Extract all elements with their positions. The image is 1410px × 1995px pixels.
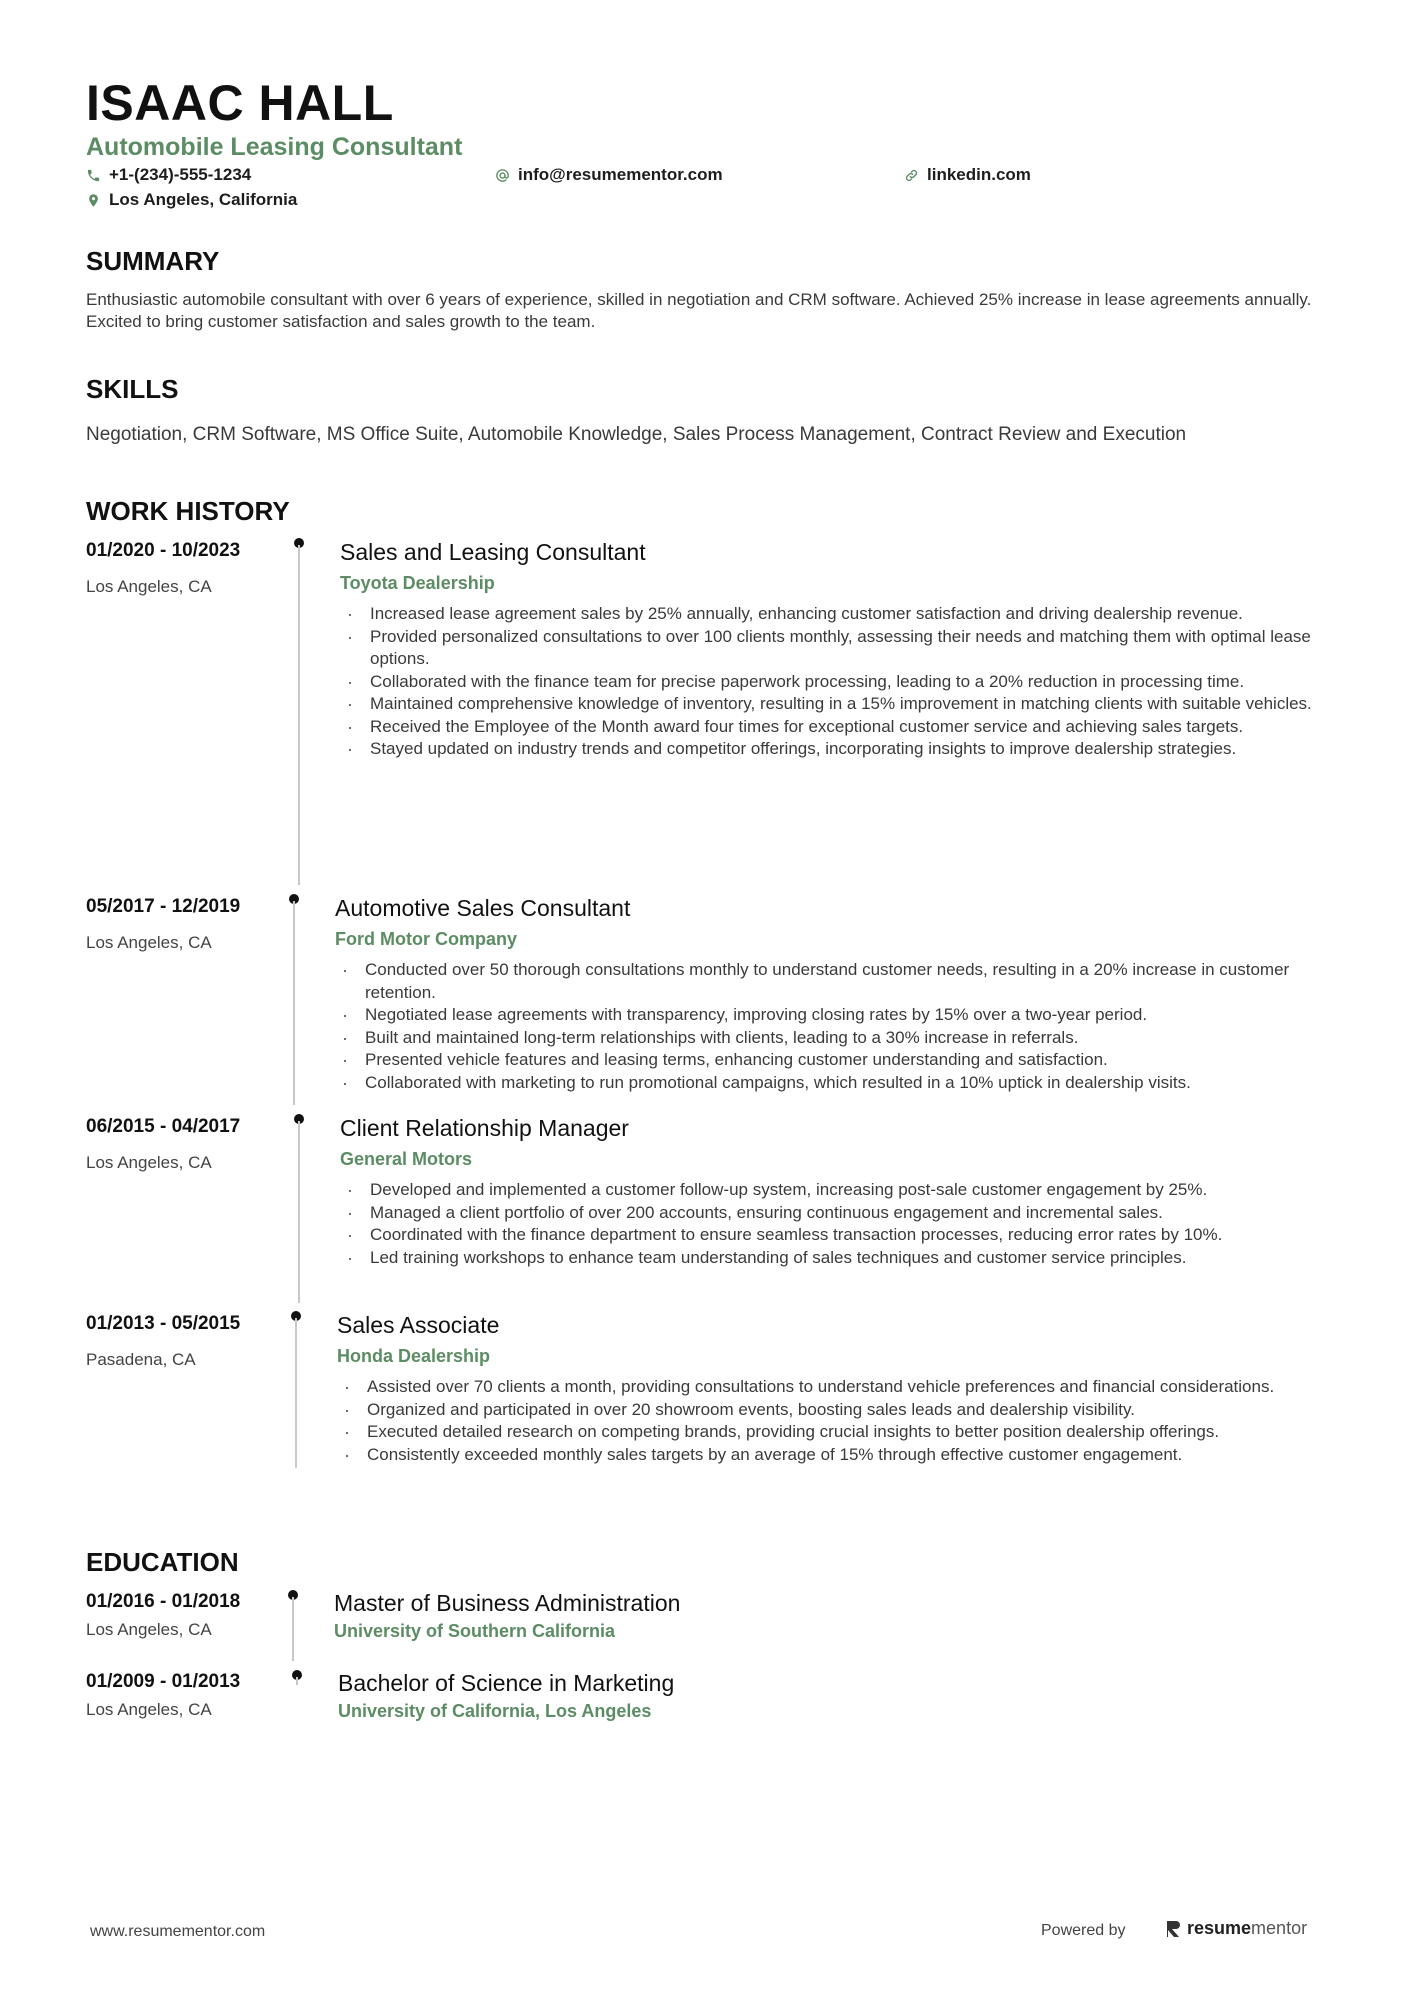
job-dates: 01/2013 - 05/2015 (86, 1313, 241, 1334)
job-company: Toyota Dealership (340, 573, 495, 593)
job-bullet: · Presented vehicle features and leasing terms, enhancing customer understanding and satisfaction. (336, 1049, 1346, 1072)
job-bullets (336, 959, 1346, 1094)
education-school: University of California, Los Angeles (338, 1701, 652, 1721)
job-bullet: · Provided personalized consultations to over 100 clients monthly, assessing their needs and matching them with optimal lease options. (341, 626, 1341, 671)
work-history-heading: WORK HISTORY (86, 496, 290, 526)
education-location: Los Angeles, CA (86, 1620, 212, 1639)
job-title: Sales Associate (337, 1312, 500, 1338)
job-bullet: · Received the Employee of the Month award four times for exceptional customer service and achieving sales targets. (341, 716, 1341, 739)
job-bullet: · Assisted over 70 clients a month, providing consultations to understand vehicle preferences and financial considerations. (338, 1376, 1338, 1399)
job-location: Pasadena, CA (86, 1350, 196, 1369)
job-location: Los Angeles, CA (86, 1153, 212, 1172)
job-title: Automotive Sales Consultant (335, 895, 631, 921)
job-title: Client Relationship Manager (340, 1115, 629, 1141)
job-bullet: · Executed detailed research on competing brands, providing crucial insights to better position dealership offerings. (338, 1421, 1338, 1444)
job-location: Los Angeles, CA (86, 933, 212, 952)
timeline-line (298, 545, 300, 885)
contact-linkedin (904, 165, 1031, 185)
job-company: Honda Dealership (337, 1346, 491, 1366)
education-degree: Bachelor of Science in Marketing (338, 1670, 675, 1696)
job-bullets (338, 1376, 1338, 1466)
job-company: Ford Motor Company (335, 929, 517, 949)
timeline-line (296, 1677, 298, 1685)
job-bullet: · Conducted over 50 thorough consultations monthly to understand customer needs, resulting in a 20% increase in customer retention. (336, 959, 1346, 1004)
job-bullet: · Collaborated with marketing to run promotional campaigns, which resulted in a 10% uptick in dealership visits. (336, 1072, 1346, 1095)
skills-heading: SKILLS (86, 374, 179, 404)
job-bullet: · Negotiated lease agreements with transparency, improving closing rates by 15% over a two-year period. (336, 1004, 1346, 1027)
education-degree: Master of Business Administration (334, 1590, 681, 1616)
location-text: Los Angeles, California (109, 190, 298, 209)
job-bullet: · Increased lease agreement sales by 25% annually, enhancing customer satisfaction and driving dealership revenue. (341, 603, 1341, 626)
footer-website[interactable]: www.resumementor.com (90, 1923, 266, 1940)
at-icon (495, 168, 510, 183)
phone-text: +1-(234)-555-1234 (109, 165, 252, 184)
education-dates: 01/2009 - 01/2013 (86, 1671, 241, 1692)
summary-text: Enthusiastic automobile consultant with over 6 years of experience, skilled in negotiation and CRM software. Achieved 25% increase in lease agreements annually. Excited to bring customer satisfaction and sales growth to the team. (86, 290, 1312, 331)
job-dates: 01/2020 - 10/2023 (86, 540, 241, 561)
job-title: Sales and Leasing Consultant (340, 539, 646, 565)
job-bullet: · Built and maintained long-term relationships with clients, leading to a 30% increase in referrals. (336, 1027, 1346, 1050)
job-bullet: · Managed a client portfolio of over 200 accounts, ensuring continuous engagement and incremental sales. (341, 1202, 1341, 1225)
job-bullet: · Stayed updated on industry trends and competitor offerings, incorporating insights to improve dealership strategies. (341, 738, 1341, 761)
candidate-title: Automobile Leasing Consultant (86, 133, 463, 161)
job-bullet: · Developed and implemented a customer follow-up system, increasing post-sale customer engagement by 25%. (341, 1179, 1341, 1202)
job-company: General Motors (340, 1149, 473, 1169)
contact-location (86, 190, 297, 210)
brand-bold: resume (1187, 1918, 1252, 1938)
job-bullet: · Organized and participated in over 20 showroom events, boosting sales leads and dealership visibility. (338, 1399, 1338, 1422)
job-bullets (341, 1179, 1341, 1269)
job-location: Los Angeles, CA (86, 577, 212, 596)
skills-text: Negotiation, CRM Software, MS Office Suite, Automobile Knowledge, Sales Process Management, Contract Review and Execution (86, 424, 1187, 445)
summary-heading: SUMMARY (86, 246, 220, 276)
brand-light: mentor (1251, 1918, 1308, 1938)
linkedin-text: linkedin.com (927, 165, 1031, 184)
job-dates: 06/2015 - 04/2017 (86, 1116, 241, 1137)
education-school: University of Southern California (334, 1621, 616, 1641)
location-pin-icon (86, 193, 101, 208)
education-heading: EDUCATION (86, 1547, 239, 1577)
job-dates: 05/2017 - 12/2019 (86, 896, 241, 917)
job-bullet: · Led training workshops to enhance team understanding of sales techniques and customer service principles. (341, 1247, 1341, 1270)
footer-powered-by: Powered by (1041, 1922, 1126, 1939)
job-bullets (341, 603, 1341, 761)
resumementor-logo-icon (1165, 1919, 1181, 1939)
contact-email (495, 165, 723, 185)
timeline-line (295, 1318, 297, 1468)
timeline-line (298, 1121, 300, 1303)
job-bullet: · Consistently exceeded monthly sales targets by an average of 15% through effective customer engagement. (338, 1444, 1338, 1467)
education-dates: 01/2016 - 01/2018 (86, 1591, 241, 1612)
link-icon (904, 168, 919, 183)
email-text: info@resumementor.com (518, 165, 723, 184)
timeline-line (292, 1597, 294, 1661)
education-location: Los Angeles, CA (86, 1700, 212, 1719)
job-bullet: · Collaborated with the finance team for precise paperwork processing, leading to a 20% reduction in processing time. (341, 671, 1341, 694)
phone-icon (86, 168, 101, 183)
timeline-line (293, 901, 295, 1105)
contact-phone (86, 165, 251, 185)
job-bullet: · Coordinated with the finance department to ensure seamless transaction processes, reducing error rates by 10%. (341, 1224, 1341, 1247)
candidate-name: ISAAC HALL (86, 75, 394, 131)
footer-brand-logo[interactable] (1165, 1918, 1307, 1939)
job-bullet: · Maintained comprehensive knowledge of inventory, resulting in a 15% improvement in matching clients with suitable vehicles. (341, 693, 1341, 716)
